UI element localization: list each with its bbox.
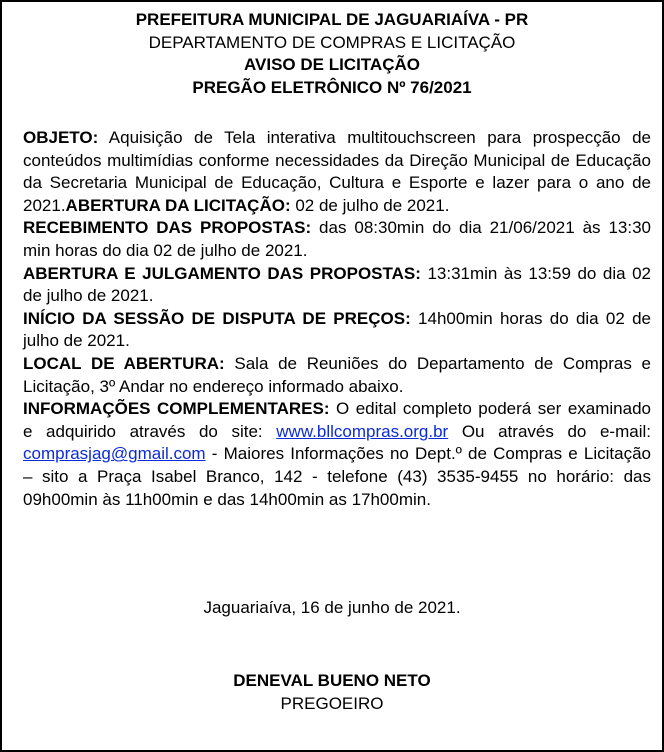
julgamento-label: ABERTURA E JULGAMENTO DAS PROPOSTAS: (23, 263, 421, 283)
header-notice-title: AVISO DE LICITAÇÃO (244, 55, 420, 74)
signature-block (2, 670, 662, 715)
inicio-label: INÍCIO DA SESSÃO DE DISPUTA DE PREÇOS: (23, 308, 411, 328)
local-label: LOCAL DE ABERTURA: (23, 353, 225, 373)
header-auction-number: PREGÃO ELETRÔNICO Nº 76/2021 (192, 77, 472, 97)
signatory-name: DENEVAL BUENO NETO (233, 671, 431, 690)
informacoes-text-1: O edital completo poderá ser examinado e adquirido através do site: (23, 399, 651, 441)
site-link[interactable]: www.bllcompras.org.br (276, 421, 449, 441)
notice-header (2, 9, 662, 99)
local-paragraph (23, 353, 651, 398)
objeto-label: OBJETO: (23, 128, 99, 147)
abertura-label: ABERTURA DA LICITAÇÃO: (65, 195, 291, 215)
email-link[interactable]: comprasjag@gmail.com (23, 444, 206, 464)
inicio-paragraph (23, 308, 651, 353)
local-text: Sala de Reuniões do Departamento de Compras e Licitação, 3º Andar no endereço informado abaixo. (23, 353, 651, 396)
julgamento-paragraph (23, 263, 651, 308)
julgamento-text: 13:31min às 13:59 do dia 02 de julho de 2021. (23, 263, 651, 306)
header-municipality: PREFEITURA MUNICIPAL DE JAGUARIAÍVA - PR (135, 10, 529, 29)
recebimento-text: das 08:30min do dia 21/06/2021 às 13:30 min horas do dia 02 de julho de 2021. (23, 218, 651, 260)
inicio-text: 14h00min horas do dia 02 de julho de 2021. (23, 308, 651, 351)
recebimento-label: RECEBIMENTO DAS PROPOSTAS: (23, 218, 312, 238)
notice-date: Jaguariaíva, 16 de junho de 2021. (203, 598, 461, 617)
abertura-text: 02 de julho de 2021. (290, 195, 450, 215)
signatory-role: PREGOEIRO (280, 693, 384, 713)
informacoes-paragraph (23, 398, 651, 511)
notice-body (23, 127, 651, 511)
informacoes-label: INFORMAÇÕES COMPLEMENTARES: (23, 399, 330, 419)
objeto-paragraph (23, 127, 651, 217)
objeto-text: Aquisição de Tela interativa multitouchscreen para prospecção de conteúdos multimídias conforme necessidades da Direção Municipal de Educação da Secretaria Municipal de Educação, Cultura e Esporte e lazer para o ano de 2021. (23, 128, 651, 215)
recebimento-paragraph (23, 217, 651, 262)
informacoes-text-3: - Maiores Informações no Dept.º de Compras e Licitação – sito a Praça Isabel Branco, 142 - telefone (43) 3535-9455 no horário: das 09h00min às 11h00min e das 14h00min as 17h00min. (23, 444, 651, 509)
header-department: DEPARTAMENTO DE COMPRAS E LICITAÇÃO (148, 32, 516, 52)
informacoes-text-2: Ou através do e-mail: (448, 421, 651, 441)
